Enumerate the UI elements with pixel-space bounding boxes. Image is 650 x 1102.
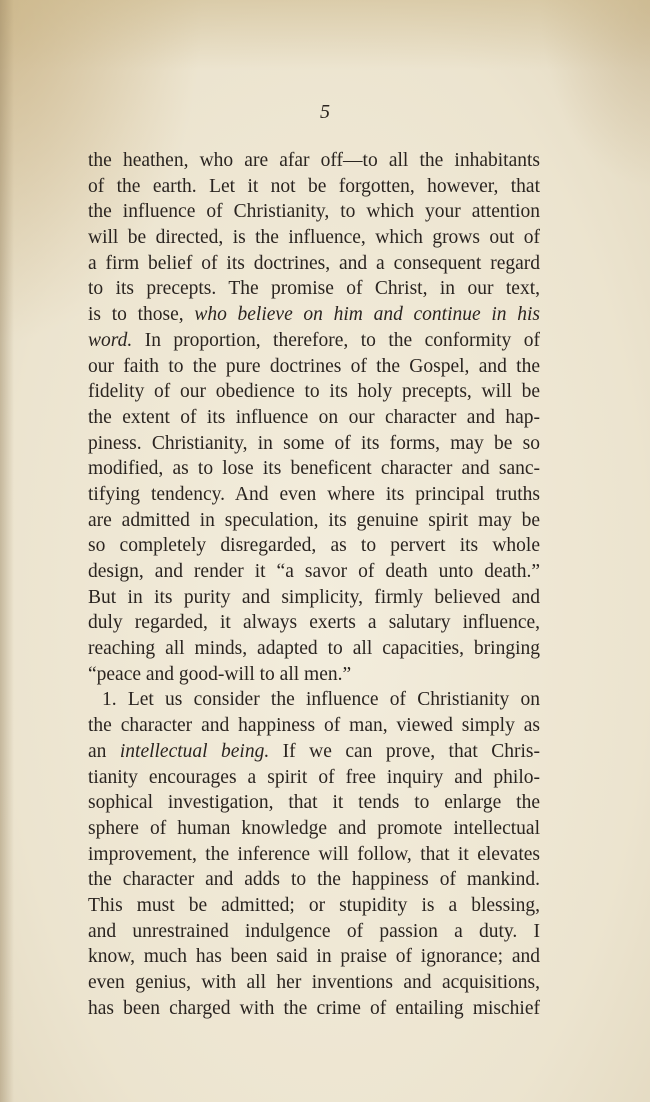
text-line bbox=[88, 765, 540, 791]
text-run: to its precepts. The promise of Christ, in our text, bbox=[88, 278, 540, 300]
text-line bbox=[88, 687, 540, 713]
text-run: the character and adds to the happiness of mankind. bbox=[88, 869, 540, 891]
text-run: improvement, the inference will follow, that it elevates bbox=[88, 843, 540, 865]
text-line bbox=[88, 790, 540, 816]
text-line bbox=[88, 944, 540, 970]
text-run: tianity encourages a spirit of free inquiry and philo- bbox=[88, 766, 540, 788]
text-run: the character and happiness of man, viewed simply as bbox=[88, 715, 540, 737]
text-run: “peace and good-will to all men.” bbox=[88, 663, 352, 685]
text-line bbox=[88, 328, 540, 354]
text-line bbox=[88, 379, 540, 405]
text-run: so completely disregarded, as to pervert its whole bbox=[88, 535, 540, 557]
text-run: duly regarded, it always exerts a salutary influence, bbox=[88, 612, 540, 634]
text-run: sphere of human knowledge and promote intellectual bbox=[88, 817, 540, 839]
text-run: If we can prove, that Chris- bbox=[269, 740, 540, 762]
text-run: sophical investigation, that it tends to enlarge the bbox=[88, 792, 540, 814]
text-line bbox=[88, 174, 540, 200]
text-run: 1. Let us consider the influence of Christianity on bbox=[102, 689, 540, 711]
text-run: reaching all minds, adapted to all capacities, bringing bbox=[88, 638, 540, 660]
page-edge-shadow bbox=[0, 0, 14, 1102]
text-line bbox=[88, 816, 540, 842]
text-run: and unrestrained indulgence of passion a duty. I bbox=[88, 920, 540, 942]
text-line bbox=[88, 405, 540, 431]
text-line bbox=[88, 148, 540, 174]
text-line bbox=[88, 919, 540, 945]
text-run: an bbox=[88, 740, 120, 762]
italic-text: who believe on him and continue in his bbox=[194, 304, 540, 326]
text-line bbox=[88, 533, 540, 559]
text-line bbox=[88, 636, 540, 662]
text-run: our faith to the pure doctrines of the Gospel, and the bbox=[88, 355, 540, 377]
text-line bbox=[88, 251, 540, 277]
text-line bbox=[88, 559, 540, 585]
text-run: piness. Christianity, in some of its forms, may be so bbox=[88, 432, 540, 454]
text-run: This must be admitted; or stupidity is a blessing, bbox=[88, 894, 540, 916]
text-line bbox=[88, 739, 540, 765]
text-run: the heathen, who are afar off—to all the inhabitants bbox=[88, 150, 540, 171]
text-run: has been charged with the crime of entailing mischief bbox=[88, 997, 540, 1019]
text-run: But in its purity and simplicity, firmly believed and bbox=[88, 586, 540, 608]
text-run: tifying tendency. And even where its principal truths bbox=[88, 483, 540, 505]
text-run: fidelity of our obedience to its holy precepts, will be bbox=[88, 381, 540, 403]
text-line bbox=[88, 893, 540, 919]
text-run: the extent of its influence on our character and hap- bbox=[88, 406, 540, 428]
text-line bbox=[88, 302, 540, 328]
text-line bbox=[88, 970, 540, 996]
text-run: In proportion, therefore, to the conformity of bbox=[132, 329, 540, 351]
text-line bbox=[88, 456, 540, 482]
text-run: know, much has been said in praise of ignorance; and bbox=[88, 946, 540, 968]
text-run: are admitted in speculation, its genuine spirit may be bbox=[88, 509, 540, 531]
text-line bbox=[88, 431, 540, 457]
page-number: 5 bbox=[320, 101, 330, 123]
text-line bbox=[88, 713, 540, 739]
text-line bbox=[88, 662, 540, 688]
text-line bbox=[88, 276, 540, 302]
text-run: of the earth. Let it not be forgotten, however, that bbox=[88, 175, 540, 197]
text-run: is to those, bbox=[88, 304, 195, 326]
italic-text: intellectual being. bbox=[119, 740, 270, 762]
text-line bbox=[88, 585, 540, 611]
text-run: modified, as to lose its beneficent character and sanc- bbox=[88, 458, 540, 480]
text-line bbox=[88, 610, 540, 636]
text-line bbox=[88, 508, 540, 534]
text-line bbox=[88, 199, 540, 225]
text-line bbox=[88, 225, 540, 251]
text-run: will be directed, is the influence, which grows out of bbox=[88, 227, 540, 249]
page-stain bbox=[0, 0, 650, 70]
body-text bbox=[88, 148, 540, 1021]
text-run: the influence of Christianity, to which your attention bbox=[88, 201, 540, 223]
text-run: a firm belief of its doctrines, and a consequent regard bbox=[88, 252, 540, 274]
text-line bbox=[88, 996, 540, 1022]
text-line bbox=[88, 482, 540, 508]
italic-text: word. bbox=[88, 329, 133, 351]
text-run: design, and render it “a savor of death unto death.” bbox=[88, 561, 540, 582]
text-line bbox=[88, 842, 540, 868]
text-line bbox=[88, 354, 540, 380]
text-line bbox=[88, 867, 540, 893]
text-run: even genius, with all her inventions and acquisitions, bbox=[88, 972, 540, 993]
